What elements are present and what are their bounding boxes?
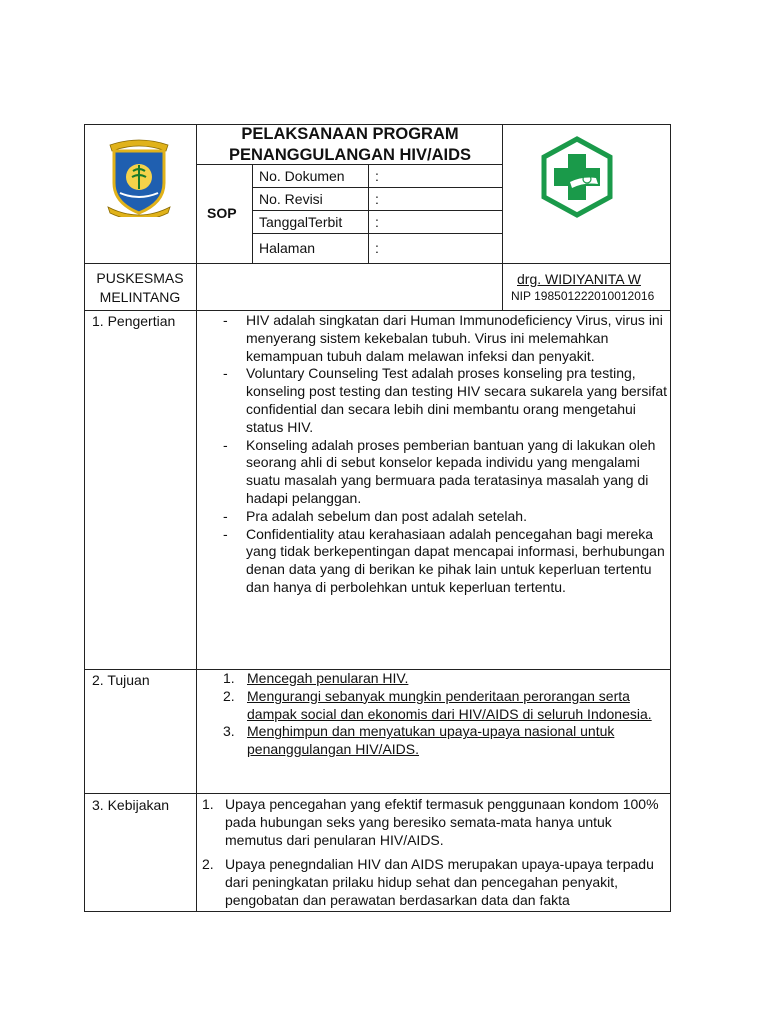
- divider: [196, 124, 197, 310]
- section-label-pengertian: 1. Pengertian: [92, 313, 176, 329]
- sop-label: SOP: [207, 205, 237, 221]
- organization-name: [90, 269, 190, 307]
- divider: [368, 164, 369, 263]
- list-item: - HIV adalah singkatan dari Human Immunodeficiency Virus, virus ini menyerang sistem kekebalan tubuh. Virus ini melemahkan kemampuan tubuh dalam melawan infeksi dan penyakit.: [223, 312, 663, 364]
- list-item: 1. Upaya pencegahan yang efektif termasuk penggunaan kondom 100% pada hubungan seks yang beresiko semata-mata hanya untuk memutus dari penularan HIV/AIDS.: [202, 796, 659, 848]
- meta-label-no-dokumen: No. Dokumen: [259, 168, 345, 184]
- meta-value-no-dokumen: :: [375, 168, 379, 184]
- meta-value-tanggal-terbit: :: [375, 214, 379, 230]
- meta-label-tanggal-terbit: TanggalTerbit: [259, 214, 343, 230]
- section-label-tujuan: 2. Tujuan: [92, 672, 150, 688]
- list-item: 1. Mencegah penularan HIV.: [223, 670, 409, 686]
- document-title: [198, 124, 502, 166]
- divider: [84, 310, 671, 311]
- org-line: PUSKESMAS: [96, 270, 184, 286]
- section-label-kebijakan: 3. Kebijakan: [92, 797, 170, 813]
- list-item: - Konseling adalah proses pemberian bantuan yang di lakukan oleh seorang ahli di sebut konselor kepada individu yang mengalami suatu masalah yang bermuara pada teratasinya masalah yang di hadapi pelanggan.: [223, 436, 656, 506]
- title-line: PENANGGULANGAN HIV/AIDS: [228, 146, 471, 164]
- meta-value-no-revisi: :: [375, 191, 379, 207]
- divider: [84, 793, 671, 794]
- meta-label-halaman: Halaman: [259, 240, 316, 256]
- divider: [196, 310, 197, 912]
- divider: [84, 263, 671, 264]
- pengertian-list: [223, 312, 668, 597]
- divider: [252, 164, 253, 263]
- puskesmas-logo: [540, 136, 614, 218]
- list-item: 2. Upaya penegndalian HIV dan AIDS merupakan upaya-upaya terpadu dari peningkatan prilaku hidup sehat dan pencegahan penyakit, pengobatan dan perawatan berdasarkan data dan fakta: [202, 856, 654, 908]
- tujuan-list: [223, 670, 668, 759]
- org-line: MELINTANG: [99, 289, 181, 305]
- list-item: - Confidentiality atau kerahasiaan adalah pencegahan bagi mereka yang tidak berkepentingan dapat mencapai informasi, berhubungan denan data yang di berikan ke pihak lain untuk keperluan tertentu dan hanya di perbolehkan untuk keperluan tertentu.: [223, 525, 665, 595]
- list-item: - Voluntary Counseling Test adalah proses konseling pra testing, konseling post testing dan testing HIV secara sukarela yang bersifat confidential dan secara lebih dini membantu orang mengetahui status HIV.: [223, 365, 668, 435]
- signer-name: drg. WIDIYANITA W: [517, 271, 641, 287]
- signer-nip: NIP 198501222010012016: [511, 289, 655, 303]
- list-item: 3. Menghimpun dan menyatukan upaya-upaya nasional untuk penanggulangan HIV/AIDS.: [223, 723, 615, 758]
- divider: [252, 233, 502, 234]
- divider: [502, 124, 503, 310]
- title-line: PELAKSANAAN PROGRAM: [241, 125, 459, 143]
- list-item: 2. Mengurangi sebanyak mungkin penderitaan perorangan serta dampak social dan ekonomis dari HIV/AIDS di seluruh Indonesia.: [223, 687, 652, 722]
- meta-label-no-revisi: No. Revisi: [259, 191, 323, 207]
- divider: [252, 210, 502, 211]
- regional-emblem-logo: [104, 137, 174, 217]
- list-item: - Pra adalah sebelum dan post adalah setelah.: [223, 507, 527, 524]
- meta-value-halaman: :: [375, 240, 379, 256]
- kebijakan-list: [202, 796, 668, 910]
- divider: [84, 669, 196, 670]
- divider: [252, 187, 502, 188]
